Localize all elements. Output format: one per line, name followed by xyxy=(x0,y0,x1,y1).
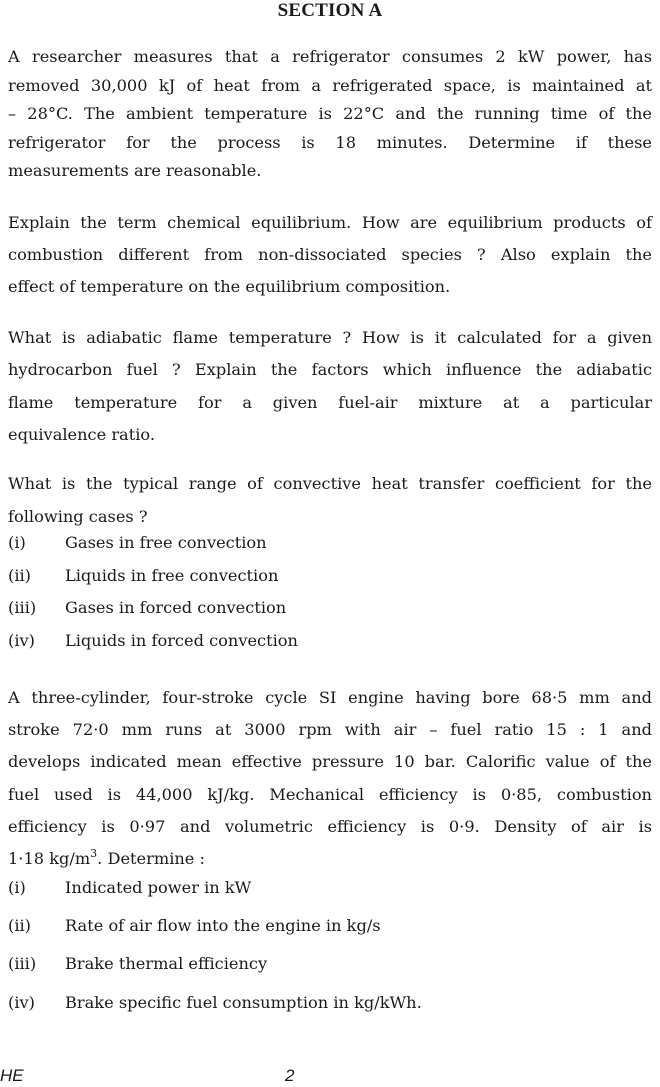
text-line: equivalence ratio. xyxy=(8,424,155,444)
list-item xyxy=(8,598,298,631)
item-text: Liquids in forced convection xyxy=(65,631,298,651)
convection-cases-list xyxy=(8,533,298,664)
question-chemical-equilibrium xyxy=(8,207,652,303)
list-item xyxy=(8,566,298,599)
list-item xyxy=(8,878,422,916)
density-value: 1·18 kg/m xyxy=(8,849,91,869)
text-line: fuel used is 44,000 kJ/kg. Mechanical efficiency is 0·85, combustion xyxy=(8,784,652,804)
text-line xyxy=(8,843,652,875)
item-number: (ii) xyxy=(8,565,31,585)
unit-exponent: 3 xyxy=(90,847,98,861)
question-refrigerator xyxy=(8,43,652,186)
text-line: measurements are reasonable. xyxy=(8,161,262,180)
item-text: Rate of air flow into the engine in kg/s xyxy=(65,916,381,936)
text-line: combustion different from non-dissociated species ? Also explain the xyxy=(8,245,652,264)
text-line: What is the typical range of convective heat transfer coefficient for the xyxy=(8,474,652,493)
text-line: refrigerator for the process is 18 minutes. Determine if these xyxy=(8,132,652,152)
list-item xyxy=(8,954,422,992)
text-line: A researcher measures that a refrigerator consumes 2 kW power, has xyxy=(8,47,652,66)
item-number: (i) xyxy=(8,533,26,552)
list-item xyxy=(8,533,298,566)
question-si-engine xyxy=(8,682,652,875)
section-title: SECTION A xyxy=(277,0,383,21)
text-line: What is adiabatic flame temperature ? How is it calculated for a given xyxy=(8,328,652,347)
list-item xyxy=(8,631,298,664)
item-text: Brake thermal efficiency xyxy=(65,954,268,974)
text-line: Explain the term chemical equilibrium. How are equilibrium products of xyxy=(8,213,652,232)
list-item xyxy=(8,993,422,1031)
engine-determine-list xyxy=(8,878,422,1031)
paper-code: HE xyxy=(0,1066,24,1085)
item-text: Liquids in free convection xyxy=(65,565,279,585)
text-line: stroke 72·0 mm runs at 3000 rpm with air – fuel ratio 15 : 1 and xyxy=(8,720,652,740)
determine-label: . Determine : xyxy=(97,849,205,869)
text-line: flame temperature for a given fuel-air mixture at a particular xyxy=(8,392,652,412)
text-line: hydrocarbon fuel ? Explain the factors which influence the adiabatic xyxy=(8,360,652,380)
item-text: Brake specific fuel consumption in kg/kWh. xyxy=(65,992,422,1012)
item-text: Indicated power in kW xyxy=(65,878,252,897)
text-line: efficiency is 0·97 and volumetric efficiency is 0·9. Density of air is xyxy=(8,816,652,836)
item-text: Gases in free convection xyxy=(65,533,267,552)
text-line: effect of temperature on the equilibrium composition. xyxy=(8,277,451,296)
text-line: A three-cylinder, four-stroke cycle SI engine having bore 68·5 mm and xyxy=(8,688,652,707)
text-line: develops indicated mean effective pressure 10 bar. Calorific value of the xyxy=(8,752,652,772)
list-item xyxy=(8,916,422,954)
item-number: (iii) xyxy=(8,598,37,618)
text-line: following cases ? xyxy=(8,506,148,526)
question-adiabatic-flame xyxy=(8,322,652,451)
text-line: – 28°C. The ambient temperature is 22°C and the running time of the xyxy=(8,104,652,123)
item-number: (ii) xyxy=(8,916,31,936)
text-line: removed 30,000 kJ of heat from a refrigerated space, is maintained at xyxy=(8,75,652,95)
item-text: Gases in forced convection xyxy=(65,598,287,618)
question-convective-heat-transfer xyxy=(8,468,652,533)
item-number: (iv) xyxy=(8,631,35,651)
item-number: (i) xyxy=(8,878,26,897)
item-number: (iv) xyxy=(8,992,35,1012)
item-number: (iii) xyxy=(8,954,37,974)
page-number: 2 xyxy=(285,1066,295,1085)
